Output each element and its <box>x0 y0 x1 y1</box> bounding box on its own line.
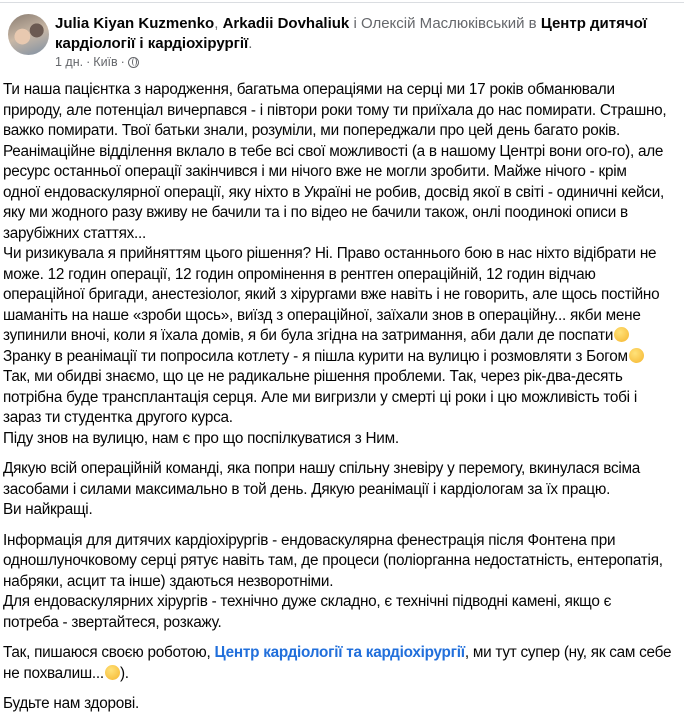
paragraph-5 <box>3 694 683 715</box>
text-line: шаманіть на наше «зроби щось», виїзд з операційної, заїхали знов в операційну... якби мене <box>3 306 641 324</box>
sleepy-emoji-icon <box>614 327 629 342</box>
post-header <box>55 14 675 54</box>
text-line: зараз ти студентка другого курса. <box>3 409 233 426</box>
text: , ми тут супер (ну, як сам себе <box>464 644 672 661</box>
text-line: набряки, асцит та інше) здаються незворотніми. <box>3 572 334 590</box>
avatar[interactable] <box>8 14 49 55</box>
text-line: потреба - звертайтеся, розкажу. <box>3 613 222 631</box>
text-line: потрібна буде трансплантація серця. Але ми вигризли у смерті ці роки і цю можливість тобі і <box>3 388 637 406</box>
text-line: Інформація для дитячих кардіохірургів - ендоваскулярна фенестрація після Фонтена при <box>3 531 616 549</box>
text-line: ресурс останньої операції закінчився і ми нічого вже не могли зробити. Майже нічого - крім <box>3 163 627 180</box>
dot: · <box>120 55 125 69</box>
page-name-1: Центр дитячої <box>540 15 647 32</box>
text-line: Піду знов на вулицю, нам є про що поспілкуватися з Ним. <box>3 429 399 447</box>
text-line: зарубіжних статтях... <box>3 224 147 242</box>
timestamp-link[interactable]: 1 дн. <box>55 55 84 69</box>
page-mention-link[interactable]: Центр кардіології та кардіохірургії <box>214 644 465 661</box>
text-line: Реанімаційне відділення вклало в тебе всі свої можливості (а в нашому Центрі вони ого-го), але <box>3 142 664 160</box>
author-link-1[interactable]: Julia Kiyan Kuzmenko <box>55 15 215 32</box>
globe-icon[interactable] <box>128 57 139 68</box>
author-link-2[interactable]: Arkadii Dovhaliuk <box>222 15 350 32</box>
period: . <box>248 35 253 52</box>
text-line: може. 12 годин операції, 12 годин опромінення в рентген операційній, 12 годин відчаю <box>3 265 596 283</box>
text-line: природу, але потенціал вичерпався - і півтори роки тому ти приїхала до нас помирати. Страшно, <box>3 101 667 119</box>
text-line: Дякую всій операційній команді, яка попри нашу спільну зневіру у перемогу, вкинулася всіма <box>3 460 641 477</box>
and-text: і <box>353 15 357 32</box>
text-line: операційної бригади, анестезіолог, який з хірургами вже навіть і не говорить, але щось постійно <box>3 286 660 303</box>
text-line: Для ендоваскулярних хірургів - технічно дуже складно, є технічні підводні камені, якщо є <box>3 593 612 610</box>
text-line: одної ендоваскулярної операції, яку ніхто в Україні не робив, досвід якої в світі - одиничні кейси, <box>3 183 664 201</box>
paragraph-1 <box>3 80 683 449</box>
post-body <box>3 80 683 725</box>
separator: , <box>214 15 219 32</box>
text-line: яку ми жодного разу вживу не бачили та і по відео не бачили також, онлі поодинокі описи в <box>3 204 628 221</box>
text-line: Так, ми обидві знаємо, що це не радикальне рішення проблеми. Так, через рік-два-десять <box>3 368 623 385</box>
laughing-emoji-icon <box>105 665 120 680</box>
post-meta <box>55 55 139 69</box>
paragraph-2 <box>3 459 683 521</box>
in-text: в <box>528 15 537 32</box>
text-line: одношлуночковому серці рятує навіть там, де процеси (поліорганна недостатність, ентеропатія, <box>3 552 663 569</box>
text-line: Чи ризикувала я прийняттям цього рішення? Ні. Право останнього бою в нас ніхто відібрати не <box>3 245 657 262</box>
divider <box>0 2 684 3</box>
text-line: Ти наша пацієнтка з народження, багатьма операціями на серці ми 17 років обманювали <box>3 81 615 98</box>
text-line: важко помирати. Твої батьки знали, розуміли, ми попереджали про цей день багато років. <box>3 122 620 139</box>
text: ). <box>119 664 129 682</box>
text: Будьте нам здорові. <box>3 695 140 712</box>
winking-emoji-icon <box>629 348 644 363</box>
location-link[interactable]: Київ <box>93 55 118 69</box>
page-name-2: кардіології і кардіохірургії <box>55 35 249 52</box>
text-line: зупинили вночі, коли я їхала домів, я би була згідна на затримання, аби дали де поспати <box>3 326 683 347</box>
text-line: Зранку в реанімації ти попросила котлету - я пішла курити на вулицю і розмовляти з Богом <box>3 347 683 368</box>
paragraph-4 <box>3 643 683 684</box>
text-line: засобами і силами максимально в той день. Дякую реанімації і кардіологам за їх працю. <box>3 480 611 498</box>
paragraph-3 <box>3 531 683 634</box>
author-link-3[interactable]: Олексій Маслюківський <box>360 15 525 32</box>
text: не похвалиш... <box>3 664 104 682</box>
dot: · <box>86 55 91 69</box>
text: Так, пишаюся своєю роботою, <box>3 644 215 661</box>
text-line: Ви найкращі. <box>3 501 93 518</box>
